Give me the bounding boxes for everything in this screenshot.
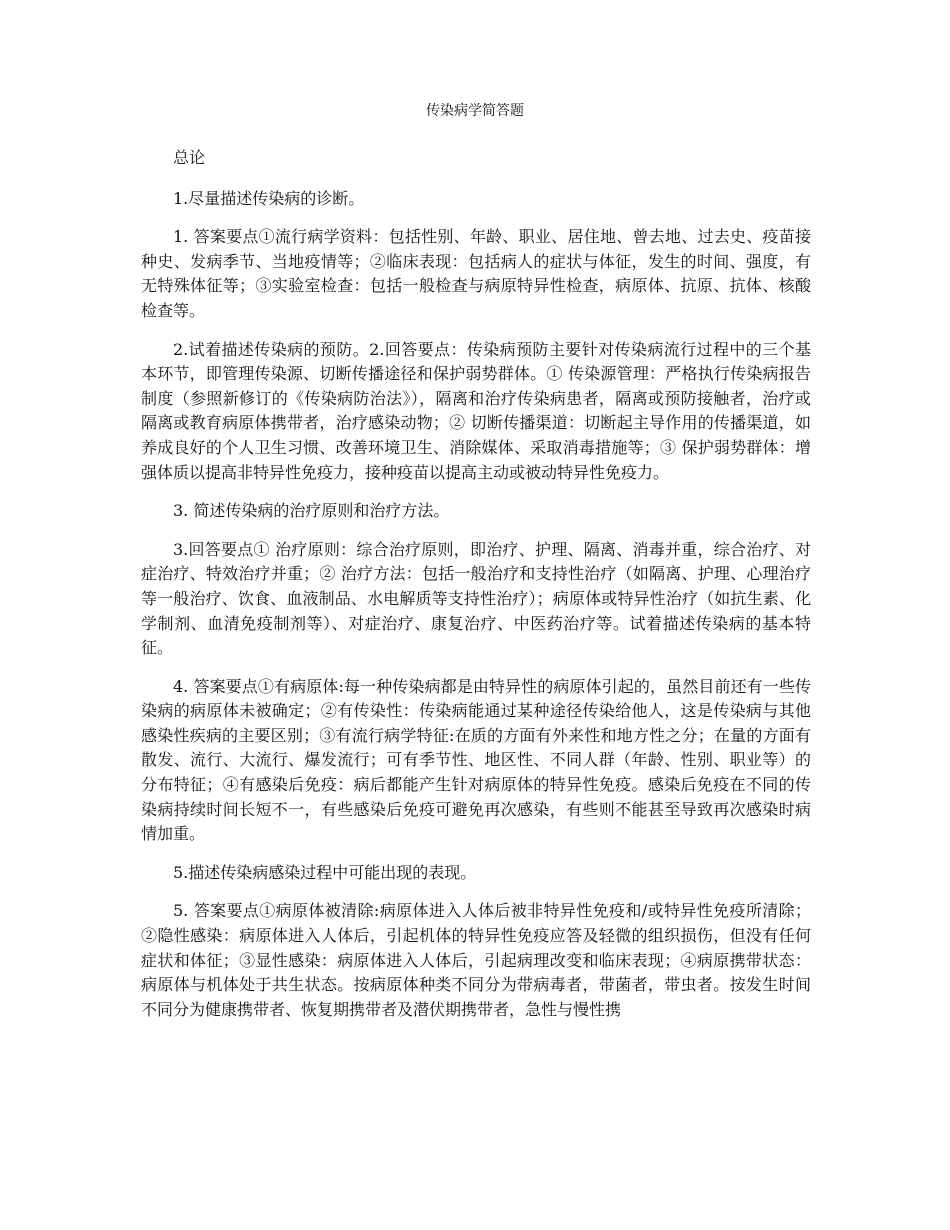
question-answer-2: 2.试着描述传染病的预防。2.回答要点：传染病预防主要针对传染病流行过程中的三个基本环节，即管理传染源、切断传播途径和保护弱势群体。① 传染源管理：严格执行传染病报告制度（参照新修订的《传染病防治法》），隔离和治疗传染病患者，隔离或预防接触者，治疗或隔离或教育病原体携带者，治疗感染动物；② 切断传播渠道：切断起主导作用的传播渠道，如养成良好的个人卫生习惯、改善环境卫生、消除媒体、采取消毒措施等；③ 保护弱势群体：增强体质以提高非特异性免疫力，接种疫苗以提高主动或被动特异性免疫力。 (141, 339, 811, 482)
question-1: 1.尽量描述传染病的诊断。 (173, 188, 365, 208)
answer-4: 4. 答案要点①有病原体:每一种传染病都是由特异性的病原体引起的，虽然目前还有一些传染病的病原体未被确定；②有传染性：传染病能通过某种途径传染给他人，这是传染病与其他感染性疾病的主要区别；③有流行病学特征:在质的方面有外来性和地方性之分；在量的方面有散发、流行、大流行、爆发流行；可有季节性、地区性、不同人群（年龄、性别、职业等）的分布特征；④有感染后免疫：病后都能产生针对病原体的特异性免疫。感染后免疫在不同的传染病持续时间长短不一，有些感染后免疫可避免再次感染，有些则不能甚至导致再次感染时病情加重。 (141, 676, 811, 844)
document-title: 传染病学简答题 (426, 103, 524, 119)
answer-1: 1. 答案要点①流行病学资料：包括性别、年龄、职业、居住地、曾去地、过去史、疫苗接种史、发病季节、当地疫情等；②临床表现：包括病人的症状与体征，发生的时间、强度，有无特殊体征等；③实验室检查：包括一般检查与病原特异性检查，病原体、抗原、抗体、核酸检查等。 (141, 227, 811, 320)
question-3: 3. 简述传染病的治疗原则和治疗方法。 (173, 501, 450, 521)
document-body (141, 146, 811, 1036)
answer-5: 5. 答案要点①病原体被清除:病原体进入人体后被非特异性免疫和/或特异性免疫所清除；②隐性感染：病原体进入人体后，引起机体的特异性免疫应答及轻微的组织损伤，但没有任何症状和体征；③显性感染：病原体进入人体后，引起病理改变和临床表现；④病原携带状态：病原体与机体处于共生状态。按病原体种类不同分为带病毒者，带菌者，带虫者。按发生时间不同分为健康携带者、恢复期携带者及潜伏期携带者，急性与慢性携 (141, 901, 811, 1019)
section-heading: 总论 (173, 148, 206, 167)
answer-3: 3.回答要点① 治疗原则：综合治疗原则，即治疗、护理、隔离、消毒并重，综合治疗、对症治疗、特效治疗并重；② 治疗方法：包括一般治疗和支持性治疗（如隔离、护理、心理治疗等一般治疗、饮食、血液制品、水电解质等支持性治疗）；病原体或特异性治疗（如抗生素、化学制剂、血清免疫制剂等）、对症治疗、康复治疗、中医药治疗等。试着描述传染病的基本特征。 (141, 539, 811, 658)
question-5: 5.描述传染病感染过程中可能出现的表现。 (173, 862, 477, 882)
